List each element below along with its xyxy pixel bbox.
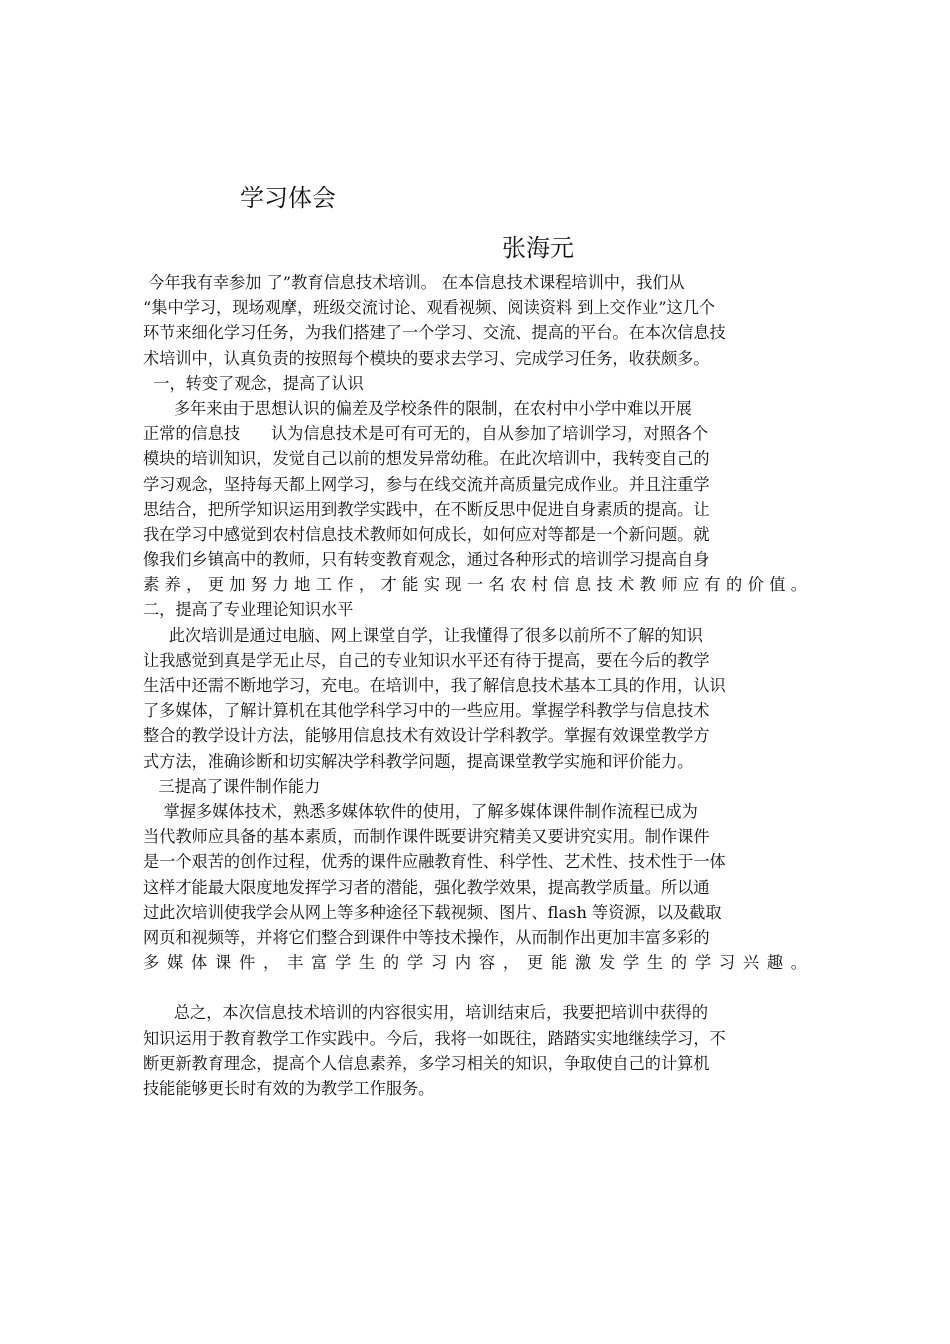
body-line: 过此次培训使我学会从网上等多种途径下载视频、图片、flash 等资源，以及截取 (143, 902, 722, 922)
section-heading-1: 一，转变了观念，提高了认识 (143, 373, 364, 393)
body-line: 素养，更加努力地工作，才能实现一名农村信息技术教师应有的价值。 (143, 575, 807, 595)
body-line: 当代教师应具备的基本素质，而制作课件既要讲究精美又要讲究实用。制作课件 (143, 827, 710, 847)
body-line: 式方法，准确诊断和切实解决学科教学问题，提高课堂教学实施和评价能力。 (143, 751, 694, 771)
body-line: 生活中还需不断地学习，充电。在培训中，我了解信息技术基本工具的作用，认识 (143, 676, 726, 695)
body-line: 术培训中，认真负责的按照每个模块的要求去学习、完成学习任务，收获颇多。 (143, 348, 710, 368)
document-title: 学习体会 (240, 184, 336, 212)
document-body (143, 270, 807, 1101)
body-line: 知识运用于教育教学工作实践中。今后，我将一如既往，踏踏实实地继续学习，不 (143, 1028, 726, 1048)
body-line: 断更新教育理念，提高个人信息素养，多学习相关的知识，争取使自己的计算机 (143, 1053, 710, 1073)
body-line: 学习观念，坚持每天都上网学习，参与在线交流并高质量完成作业。并且注重学 (143, 474, 710, 494)
section-heading-3: 三提高了课件制作能力 (143, 776, 321, 796)
body-line: 多媒体课件，丰富学生的学习内容，更能激发学生的学习兴趣。 (143, 953, 807, 973)
body-line: 环节来细化学习任务，为我们搭建了一个学习、交流、提高的平台。在本次信息技 (143, 323, 726, 343)
body-line: 思结合，把所学知识运用到教学实践中，在不断反思中促进自身素质的提高。让 (143, 499, 710, 519)
body-line: 我在学习中感觉到农村信息技术教师如何成长，如何应对等都是一个新问题。就 (143, 524, 710, 544)
body-line: “集中学习，现场观摩，班级交流讨论、观看视频、阅读资料 到上交作业”这几个 (143, 298, 716, 318)
body-line: 正常的信息技 认为信息技术是可有可无的，自从参加了培训学习，对照各个 (143, 424, 709, 444)
body-line: 今年我有幸参加 了”教育信息技术培训。 在本信息技术课程培训中，我们从 (143, 273, 685, 292)
body-line: 模块的培训知识，发觉自己以前的想发异常幼稚。在此次培训中，我转变自己的 (143, 449, 710, 469)
body-line: 技能能够更长时有效的为教学工作服务。 (143, 1079, 435, 1098)
section-heading-2: 二，提高了专业理论知识水平 (143, 600, 354, 620)
body-line: 掌握多媒体技术，熟悉多媒体软件的使用，了解多媒体课件制作流程已成为 (143, 801, 698, 821)
body-line: 网页和视频等，并将它们整合到课件中等技术操作，从而制作出更加丰富多彩的 (143, 927, 710, 947)
body-line: 让我感觉到真是学无止尽，自己的专业知识水平还有待于提高，要在今后的教学 (143, 650, 710, 670)
document-author: 张海元 (502, 234, 574, 262)
paragraph-gap (143, 975, 807, 1000)
body-line: 这样才能最大限度地发挥学习者的潜能，强化教学效果，提高教学质量。所以通 (143, 877, 710, 897)
body-line: 整合的教学设计方法，能够用信息技术有效设计学科教学。掌握有效课堂教学方 (143, 726, 710, 746)
body-line: 此次培训是通过电脑、网上课堂自学，让我懂得了很多以前所不了解的知识 (143, 625, 703, 645)
body-line: 多年来由于思想认识的偏差及学校条件的限制，在农村中小学中难以开展 (143, 398, 692, 418)
body-line: 是一个艰苦的创作过程，优秀的课件应融教育性、科学性、艺术性、技术性于一体 (143, 852, 726, 872)
body-line: 像我们乡镇高中的教师，只有转变教育观念，通过各种形式的培训学习提高自身 (143, 550, 710, 570)
body-line: 总之，本次信息技术培训的内容很实用，培训结束后，我要把培训中获得的 (143, 1003, 709, 1023)
body-line: 了多媒体，了解计算机在其他学科学习中的一些应用。掌握学科教学与信息技术 (143, 701, 710, 721)
